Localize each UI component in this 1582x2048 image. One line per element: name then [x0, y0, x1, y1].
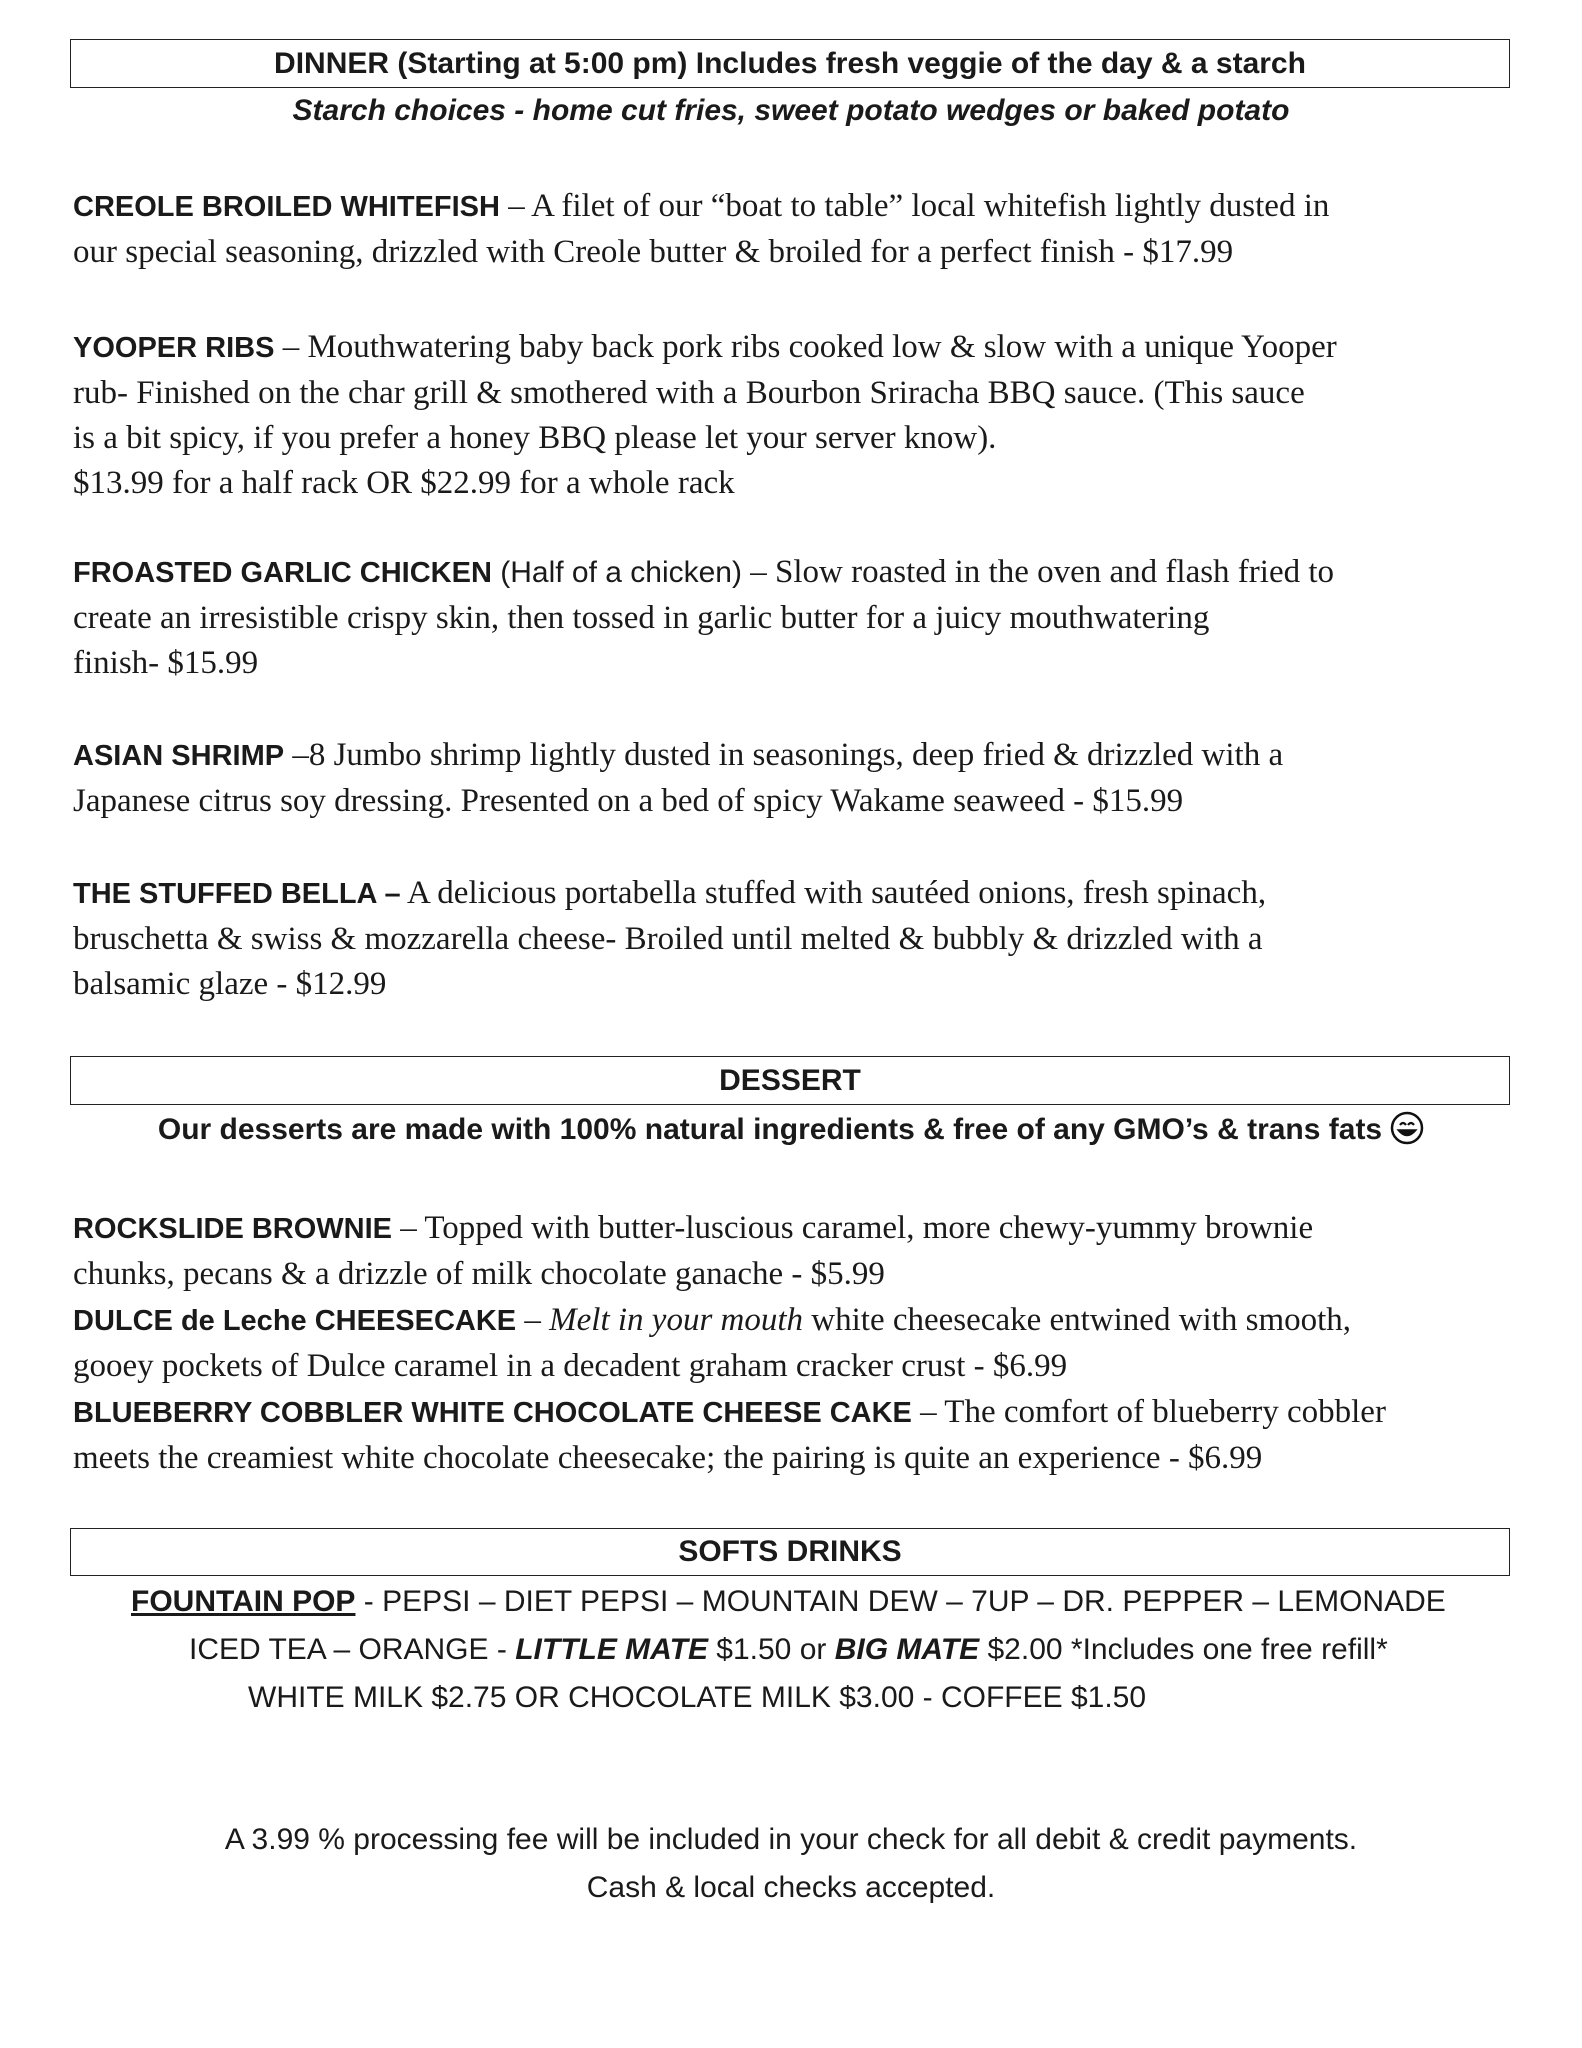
- fountain-pop-list: - PEPSI – DIET PEPSI – MOUNTAIN DEW – 7UP – DR. PEPPER – LEMONADE: [355, 1585, 1446, 1618]
- item-name: DULCE de Leche CHEESECAKE: [73, 1305, 517, 1337]
- item-italic: Melt in your mouth: [549, 1302, 804, 1338]
- item-name: YOOPER RIBS: [73, 332, 275, 364]
- item-desc: gooey pockets of Dulce caramel in a decadent graham cracker crust - $6.99: [73, 1348, 1068, 1384]
- item-desc: – The comfort of blueberry cobbler: [911, 1394, 1386, 1430]
- item-desc: white cheesecake entwined with smooth,: [803, 1302, 1352, 1338]
- item-desc: – A filet of our “boat to table” local whitefish lightly dusted in: [499, 188, 1330, 224]
- dessert-header-box: [70, 1056, 1510, 1105]
- drinks-text: ICED TEA – ORANGE -: [189, 1633, 516, 1666]
- item-desc: bruschetta & swiss & mozzarella cheese- Broiled until melted & bubbly & drizzled with a: [73, 921, 1263, 957]
- item-desc: – Slow roasted in the oven and flash fried to: [741, 554, 1335, 590]
- item-name: ROCKSLIDE BROWNIE: [73, 1213, 392, 1245]
- smiley-icon: [1390, 1111, 1424, 1145]
- processing-fee-note: A 3.99 % processing fee will be included in your check for all debit & credit payments.: [224, 1823, 1358, 1856]
- menu-item-garlic-chicken: [73, 550, 1513, 686]
- dinner-header-box: [70, 39, 1510, 88]
- big-mate-label: BIG MATE: [834, 1633, 980, 1666]
- item-desc: balsamic glaze - $12.99: [73, 966, 387, 1002]
- little-mate-label: LITTLE MATE: [515, 1633, 708, 1666]
- starch-note: Starch choices - home cut fries, sweet potato wedges or baked potato: [292, 94, 1290, 127]
- dessert-header: DESSERT: [719, 1064, 861, 1097]
- menu-item-stuffed-bella: [73, 871, 1513, 1007]
- menu-item-dulce-cheesecake: [73, 1298, 1513, 1389]
- item-desc: chunks, pecans & a drizzle of milk chocolate ganache - $5.99: [73, 1256, 885, 1292]
- item-desc: is a bit spicy, if you prefer a honey BBQ please let your server know).: [73, 420, 997, 456]
- item-name: FROASTED GARLIC CHICKEN: [73, 557, 492, 589]
- drinks-text: $2.00 *Includes one free refill*: [979, 1633, 1388, 1666]
- drinks-text: $1.50 or: [707, 1633, 835, 1666]
- item-dash: –: [516, 1302, 550, 1338]
- item-desc: finish- $15.99: [73, 645, 259, 681]
- item-desc: –8 Jumbo shrimp lightly dusted in seasonings, deep fried & drizzled with a: [284, 737, 1284, 773]
- item-desc: – Topped with butter-luscious caramel, more chewy-yummy brownie: [392, 1210, 1314, 1246]
- menu-item-blueberry-cheesecake: [73, 1390, 1513, 1481]
- payment-note: Cash & local checks accepted.: [586, 1871, 996, 1904]
- item-desc: create an irresistible crispy skin, then tossed in garlic butter for a juicy mouthwatering: [73, 600, 1210, 636]
- item-desc: our special seasoning, drizzled with Creole butter & broiled for a perfect finish - $17.99: [73, 234, 1234, 270]
- dinner-header: DINNER (Starting at 5:00 pm) Includes fresh veggie of the day & a starch: [274, 47, 1306, 80]
- drinks-header: SOFTS DRINKS: [678, 1535, 902, 1568]
- menu-item-whitefish: [73, 184, 1513, 275]
- item-desc: – Mouthwatering baby back pork ribs cooked low & slow with a unique Yooper: [274, 329, 1337, 365]
- menu-item-asian-shrimp: [73, 733, 1513, 824]
- fountain-pop-label: FOUNTAIN POP: [131, 1585, 356, 1618]
- item-name: BLUEBERRY COBBLER WHITE CHOCOLATE CHEESE CAKE: [73, 1397, 912, 1429]
- item-desc: rub- Finished on the char grill & smothered with a Bourbon Sriracha BBQ sauce. (This sauce: [73, 375, 1305, 411]
- item-price: $13.99 for a half rack OR $22.99 for a whole rack: [73, 465, 735, 501]
- item-name: THE STUFFED BELLA –: [73, 878, 401, 910]
- item-desc: Japanese citrus soy dressing. Presented on a bed of spicy Wakame seaweed - $15.99: [73, 783, 1184, 819]
- drinks-line-fountain: [131, 1580, 1446, 1624]
- item-desc: A delicious portabella stuffed with sautéed onions, fresh spinach,: [400, 875, 1267, 911]
- drinks-line-milk-coffee: WHITE MILK $2.75 OR CHOCOLATE MILK $3.00 - COFFEE $1.50: [248, 1681, 1147, 1714]
- item-name: CREOLE BROILED WHITEFISH: [73, 191, 500, 223]
- drinks-header-box: [70, 1528, 1510, 1576]
- drinks-line-sizes: [189, 1628, 1388, 1672]
- menu-item-ribs: [73, 325, 1513, 506]
- item-name: ASIAN SHRIMP: [73, 740, 285, 772]
- item-desc: meets the creamiest white chocolate cheesecake; the pairing is quite an experience - $6.99: [73, 1440, 1263, 1476]
- menu-item-rockslide-brownie: [73, 1206, 1513, 1297]
- item-sub: (Half of a chicken): [491, 556, 742, 589]
- dessert-note: [0, 1108, 1582, 1152]
- dessert-note-text: Our desserts are made with 100% natural ingredients & free of any GMO’s & trans fats: [157, 1113, 1383, 1146]
